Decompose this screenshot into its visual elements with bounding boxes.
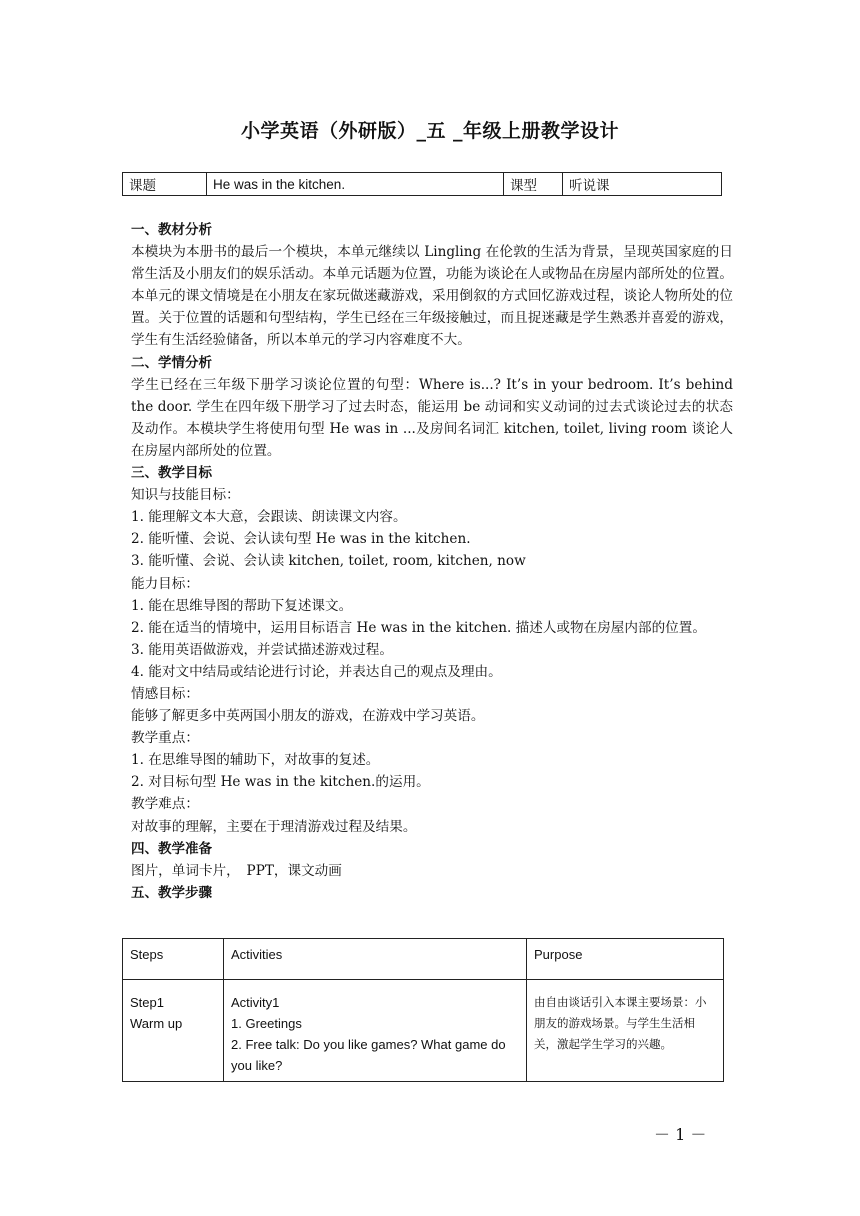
topic-label: 课题 [123, 173, 207, 196]
purpose-header: Purpose [527, 939, 724, 980]
topic-value: He was in the kitchen. [207, 173, 504, 196]
step-number: Step1 [130, 995, 164, 1010]
meta-table [122, 172, 722, 196]
objective-line: 4. 能对文中结局或结论进行讨论，并表达自己的观点及理由。 [131, 663, 502, 680]
objective-line: 3. 能听懂、会说、会认读 kitchen, toilet, room, kitchen, now [131, 553, 526, 570]
objective-line: 1. 能在思维导图的帮助下复述课文。 [131, 597, 353, 614]
objective-line: 1. 能理解文本大意，会跟读、朗读课文内容。 [131, 509, 407, 526]
objective-line: 教学重点： [131, 730, 199, 747]
section-heading-objectives: 三、教学目标 [131, 465, 212, 482]
objective-line: 知识与技能目标： [131, 487, 240, 504]
activities-cell [224, 980, 527, 1082]
type-value: 听说课 [563, 173, 722, 196]
section-body-analysis: 本模块为本册书的最后一个模块，本单元继续以 Lingling 在伦敦的生活为背景，呈现英国家庭的日常生活及小朋友们的娱乐活动。本单元话题为位置，功能为谈论在人或物品在房屋内部所处的位置。本单元的课文情境是在小朋友在家玩做迷藏游戏，采用倒叙的方式回忆游戏过程，谈论人物所处的位置。关于位置的话题和句型结构，学生已经在三年级接触过，而且捉迷藏是学生熟悉并喜爱的游戏，学生有生活经验储备，所以本单元的学习内容难度不大。 [131, 244, 733, 349]
objective-line: 情感目标： [131, 685, 199, 702]
section-heading-students: 二、学情分析 [131, 354, 212, 371]
objective-line: 1. 在思维导图的辅助下，对故事的复述。 [131, 752, 380, 769]
page-number: － 1 － [654, 1125, 707, 1144]
document-title: 小学英语（外研版）_五 _年级上册教学设计 [240, 120, 620, 142]
section-heading-preparation: 四、教学准备 [131, 840, 212, 857]
activity-line: 1. Greetings [231, 1016, 302, 1031]
objective-line: 能够了解更多中英两国小朋友的游戏，在游戏中学习英语。 [131, 708, 485, 725]
objective-line: 2. 对目标句型 He was in the kitchen.的运用。 [131, 774, 430, 791]
section-body-preparation: 图片，单词卡片， PPT，课文动画 [131, 862, 342, 879]
table-row [123, 980, 724, 1082]
activity-line: Activity1 [231, 995, 280, 1010]
section-body-students: 学生已经在三年级下册学习谈论位置的句型：Where is...? It’s in your bedroom. It’s behind the door. 学生在四年级下册学习了过去时态，能运用 be 动词和实义动词的过去式谈论过去的状态及动作。本模块学生将使用句型 He was in ...及房间名词汇 kitchen, toilet, living room 谈论人在房屋内部所处的位置。 [131, 376, 733, 459]
objective-line: 2. 能听懂、会说、会认读句型 He was in the kitchen. [131, 531, 471, 548]
objective-line: 能力目标： [131, 575, 199, 592]
activities-header: Activities [224, 939, 527, 980]
document-body [131, 219, 733, 904]
objective-line: 对故事的理解，主要在于理清游戏过程及结果。 [131, 818, 417, 835]
activity-line: 2. Free talk: Do you like games? What game do you like? [231, 1037, 506, 1073]
objective-line: 2. 能在适当的情境中，运用目标语言 He was in the kitchen. 描述人或物在房屋内部的位置。 [131, 619, 706, 636]
steps-header: Steps [123, 939, 224, 980]
section-heading-analysis: 一、教材分析 [131, 222, 212, 238]
step-cell [123, 980, 224, 1082]
purpose-cell: 由自由谈话引入本课主要场景：小朋友的游戏场景。与学生生活相关，激起学生学习的兴趣。 [527, 980, 724, 1082]
steps-table [122, 938, 724, 1082]
objective-line: 教学难点： [131, 796, 199, 813]
objective-line: 3. 能用英语做游戏，并尝试描述游戏过程。 [131, 641, 393, 658]
step-name: Warm up [130, 1016, 183, 1031]
section-heading-steps: 五、教学步骤 [131, 884, 212, 901]
type-label: 课型 [504, 173, 563, 196]
